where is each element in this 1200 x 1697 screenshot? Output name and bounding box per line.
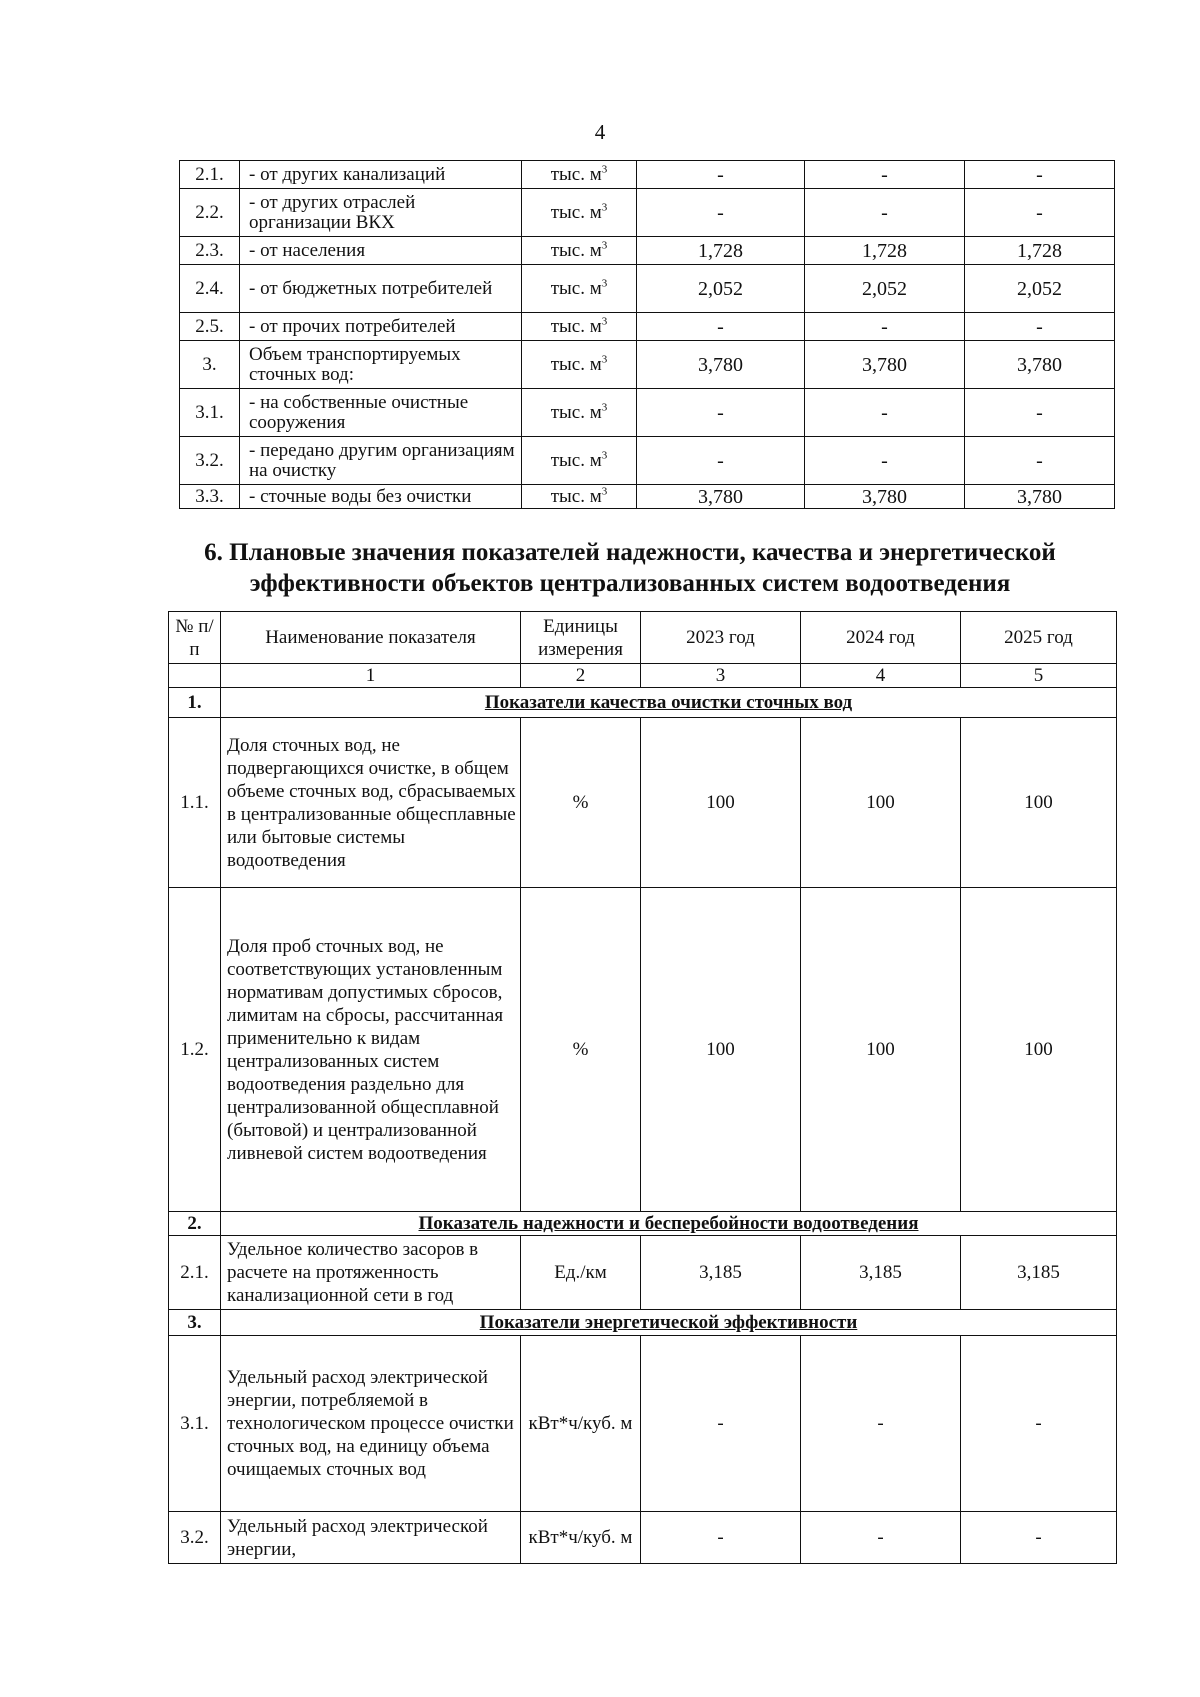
unit [522,313,637,341]
value-2023: 100 [641,888,801,1212]
value-2024: 100 [801,718,961,888]
value-2024: - [805,437,965,485]
row-number: 3. [180,341,240,389]
value-2024: 3,780 [805,485,965,509]
table-row [180,389,1115,437]
value-2025: - [965,313,1115,341]
item-name: - сточные воды без очистки [240,485,522,509]
table-row [180,437,1115,485]
column-number-row [169,664,1117,688]
value-2025: 3,185 [961,1236,1117,1310]
unit-text: тыс. м [550,401,602,423]
item-name: - от прочих потребителей [240,313,522,341]
item-name: - передано другим организациям на очистку [240,437,522,485]
value-2024: - [805,389,965,437]
value-2024: 3,185 [801,1236,961,1310]
column-number: 3 [641,664,801,688]
page-number: 4 [594,120,606,144]
value-2023: 3,780 [637,485,805,509]
unit-superscript: 3 [601,485,608,498]
unit-text: тыс. м [550,201,602,223]
header-year-2023: 2023 год [641,612,801,664]
column-number: 4 [801,664,961,688]
unit-superscript: 3 [601,239,608,252]
section-number: 2. [169,1212,221,1236]
unit [522,437,637,485]
item-name: Объем транспортируемых сточных вод: [240,341,522,389]
header-row [169,612,1117,664]
indicator-name: Удельное количество засоров в расчете на протяженность канализационной сети в год [221,1236,521,1310]
row-number: 3.1. [180,389,240,437]
unit [522,189,637,237]
item-name: - от бюджетных потребителей [240,265,522,313]
value-2025: 2,052 [965,265,1115,313]
value-2024: - [805,313,965,341]
row-number: 2.1. [169,1236,221,1310]
row-number: 1.1. [169,718,221,888]
row-number: 2.5. [180,313,240,341]
value-2025: - [961,1512,1117,1564]
value-2025: - [965,189,1115,237]
item-name: - от других канализаций [240,161,522,189]
value-2023: 1,728 [637,237,805,265]
unit-superscript: 3 [601,401,608,414]
table-row [169,718,1117,888]
unit-superscript: 3 [601,353,608,366]
table-row [169,888,1117,1212]
value-2024: - [801,1512,961,1564]
header-year-2025: 2025 год [961,612,1117,664]
unit [522,161,637,189]
column-number: 1 [221,664,521,688]
unit-superscript: 3 [601,449,608,462]
row-number: 2.2. [180,189,240,237]
unit: % [521,888,641,1212]
section-heading: Показатели энергетической эффективности [221,1310,1117,1336]
row-number: 2.4. [180,265,240,313]
value-2025: 100 [961,718,1117,888]
indicator-name: Удельный расход электрической энергии, потребляемой в технологическом процессе очистки сточных вод, на единицу объема очищаемых сточных вод [221,1336,521,1512]
header-name: Наименование показателя [221,612,521,664]
table-row [169,1512,1117,1564]
value-2024: 100 [801,888,961,1212]
table-row [180,485,1115,509]
value-2025: - [965,437,1115,485]
row-number: 3.1. [169,1336,221,1512]
unit [522,485,637,509]
column-number: 5 [961,664,1117,688]
value-2025: - [965,161,1115,189]
table-row [180,237,1115,265]
value-2024: - [805,189,965,237]
value-2025: 3,780 [965,485,1115,509]
value-2024: 3,780 [805,341,965,389]
section-6-title [150,537,1110,599]
unit [522,265,637,313]
value-2025: 3,780 [965,341,1115,389]
value-2023: 3,780 [637,341,805,389]
table-row [180,313,1115,341]
value-2025: 1,728 [965,237,1115,265]
value-2025: - [961,1336,1117,1512]
value-2023: - [641,1512,801,1564]
value-2023: - [637,389,805,437]
indicator-name: Доля проб сточных вод, не соответствующих установленным нормативам допустимых сбросов, лимитам на сбросы, рассчитанная применительно к видам централизованных систем водоотведения раздельно для централизованной общесплавной (бытовой) и централизованной ливневой систем водоотведения [221,888,521,1212]
unit-text: тыс. м [550,277,602,299]
unit: кВт*ч/куб. м [521,1512,641,1564]
item-name: - на собственные очистные сооружения [240,389,522,437]
unit: кВт*ч/куб. м [521,1336,641,1512]
unit-superscript: 3 [601,163,608,176]
section-title-line-2: эффективности объектов централизованных систем водоотведения [249,570,1011,597]
table-row [180,161,1115,189]
header-num: № п/п [169,612,221,664]
unit-superscript: 3 [601,315,608,328]
unit-text: тыс. м [550,353,602,375]
table-row [180,341,1115,389]
unit: Ед./км [521,1236,641,1310]
row-number: 3.2. [180,437,240,485]
row-number: 2.3. [180,237,240,265]
indicator-name: Удельный расход электрической энергии, [221,1512,521,1564]
value-2024: - [805,161,965,189]
unit-superscript: 3 [601,201,608,214]
unit: % [521,718,641,888]
unit-text: тыс. м [550,163,602,185]
unit-text: тыс. м [550,449,602,471]
section-row [169,1212,1117,1236]
row-number: 2.1. [180,161,240,189]
unit [522,341,637,389]
value-2024: 1,728 [805,237,965,265]
value-2024: - [801,1336,961,1512]
header-unit: Единицы измерения [521,612,641,664]
indicators-table [168,611,1117,1564]
value-2025: - [965,389,1115,437]
unit-text: тыс. м [550,485,602,507]
value-2023: - [637,161,805,189]
value-2023: - [637,437,805,485]
item-name: - от населения [240,237,522,265]
row-number: 3.2. [169,1512,221,1564]
section-title-line-1: 6. Плановые значения показателей надежности, качества и энергетической [204,539,1056,566]
value-2025: 100 [961,888,1117,1212]
unit-superscript: 3 [601,277,608,290]
value-2023: - [637,189,805,237]
section-row [169,688,1117,718]
column-number: 2 [521,664,641,688]
section-heading: Показатель надежности и бесперебойности водоотведения [221,1212,1117,1236]
section-heading: Показатели качества очистки сточных вод [221,688,1117,718]
column-number-empty [169,664,221,688]
value-2023: - [641,1336,801,1512]
value-2023: 100 [641,718,801,888]
table-row [169,1336,1117,1512]
wastewater-volume-table [179,160,1115,509]
section-number: 3. [169,1310,221,1336]
table-row [169,1236,1117,1310]
row-number: 1.2. [169,888,221,1212]
value-2023: 2,052 [637,265,805,313]
value-2024: 2,052 [805,265,965,313]
item-name: - от других отраслей организации ВКХ [240,189,522,237]
value-2023: 3,185 [641,1236,801,1310]
unit [522,237,637,265]
row-number: 3.3. [180,485,240,509]
value-2023: - [637,313,805,341]
section-row [169,1310,1117,1336]
unit-text: тыс. м [550,239,602,261]
section-number: 1. [169,688,221,718]
unit [522,389,637,437]
table-row [180,265,1115,313]
header-year-2024: 2024 год [801,612,961,664]
unit-text: тыс. м [550,315,602,337]
indicator-name: Доля сточных вод, не подвергающихся очистке, в общем объеме сточных вод, сбрасываемых в централизованные общесплавные или бытовые системы водоотведения [221,718,521,888]
table-row [180,189,1115,237]
